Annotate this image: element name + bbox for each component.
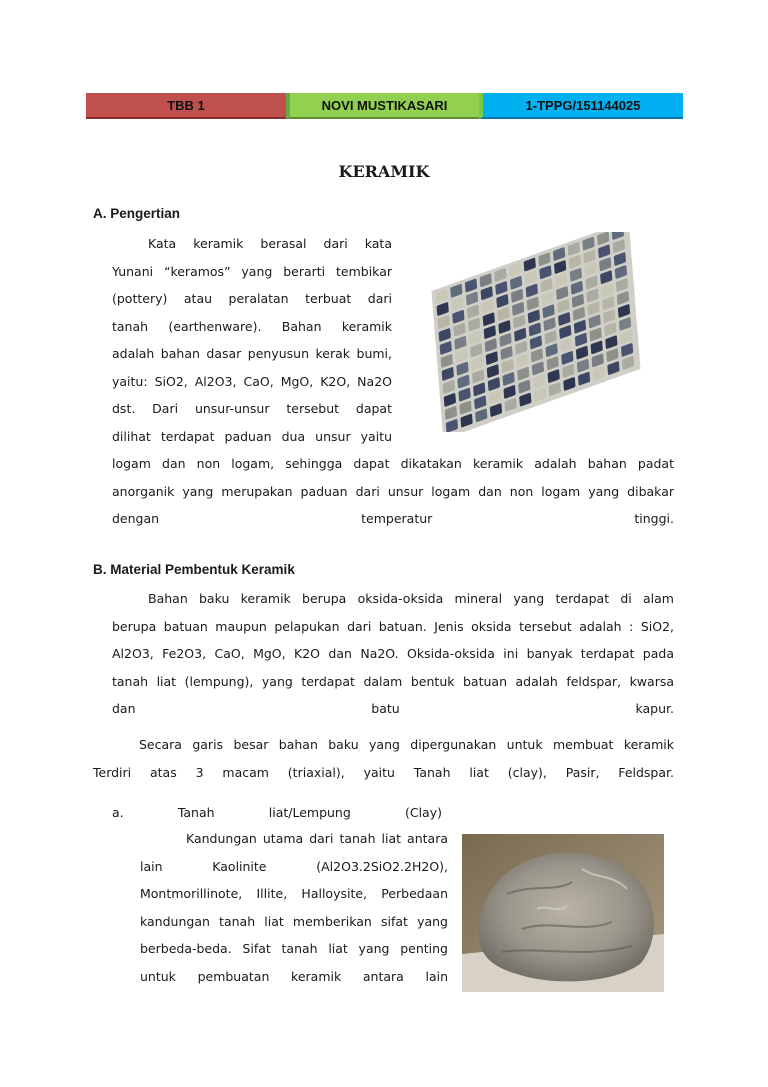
text-line: dst. Dari unsur-unsur tersebut dapat: [112, 401, 392, 416]
section-b-paragraph: [112, 585, 674, 723]
text-line: Yunani “keramos” yang berarti tembikar: [112, 263, 392, 279]
text-line: dengan temperatur tinggi.: [112, 511, 674, 526]
text-line: Terdiri atas 3 macam (triaxial), yaitu Tanah liat (clay), Pasir, Feldspar.: [93, 764, 674, 780]
header-cell-name: NOVI MUSTIKASARI: [286, 93, 479, 119]
subsection-a-paragraph: [140, 825, 448, 990]
header-cell-course: TBB 1: [86, 93, 286, 119]
text-line: logam dan non logam, sehingga dapat dikatakan keramik adalah bahan padat: [112, 456, 674, 471]
section-a-paragraph-wrapped: [112, 230, 392, 450]
clay-lump-photo: [462, 834, 664, 992]
text-line: untuk pembuatan keramik antara lain: [140, 968, 448, 984]
text-line: berbeda-beda. Sifat tanah liat yang penting: [140, 941, 448, 956]
mosaic-tile-photo: [404, 232, 664, 432]
header-band: [86, 93, 683, 119]
text-line: Al2O3, Fe2O3, CaO, MgO, K2O dan Na2O. Oksida-oksida ini banyak terdapat pada: [112, 646, 674, 661]
text-line: anorganik yang merupakan paduan dari unsur logam dan non logam yang dibakar: [112, 483, 674, 499]
text-line: (pottery) atau peralatan terbuat dari: [112, 291, 392, 306]
text-line: Bahan baku keramik berupa oksida-oksida mineral yang terdapat di alam: [148, 591, 674, 606]
text-line: Kandungan utama dari tanah liat antara: [186, 831, 448, 846]
text-line: dilihat terdapat paduan dua unsur yaitu: [112, 428, 392, 444]
text-line: tanah liat (lempung), yang terdapat dalam bentuk batuan adalah feldspar, kwarsa: [112, 673, 674, 689]
text-line: kandungan tanah liat memberikan sifat yang: [140, 913, 448, 929]
text-line: Kata keramik berasal dari kata: [148, 236, 392, 251]
text-line: lain Kaolinite (Al2O3.2SiO2.2H2O),: [140, 858, 448, 874]
text-line: adalah bahan dasar penyusun kerak bumi,: [112, 346, 392, 361]
text-line: Montmorillinote, Illite, Halloysite, Perbedaan: [140, 886, 448, 901]
section-b-paragraph-2: [93, 731, 674, 786]
subsection-a-heading: [112, 799, 442, 827]
text-line: tanah (earthenware). Bahan keramik: [112, 318, 392, 334]
page-title: KERAMIK: [338, 162, 430, 181]
subsection-a-heading-text: a. Tanah liat/Lempung (Clay): [112, 805, 442, 820]
text-line: berupa batuan maupun pelapukan dari batuan. Jenis oksida tersebut adalah : SiO2,: [112, 618, 674, 634]
text-line: Secara garis besar bahan baku yang dipergunakan untuk membuat keramik: [139, 737, 674, 752]
section-a-paragraph-full: [112, 450, 674, 533]
text-line: yaitu: SiO2, Al2O3, CaO, MgO, K2O, Na2O: [112, 373, 392, 389]
header-cell-id: 1-TPPG/151144025: [479, 93, 683, 119]
text-line: dan batu kapur.: [112, 701, 674, 716]
section-a-heading: A. Pengertian: [93, 206, 181, 221]
section-b-heading: B. Material Pembentuk Keramik: [93, 562, 295, 577]
